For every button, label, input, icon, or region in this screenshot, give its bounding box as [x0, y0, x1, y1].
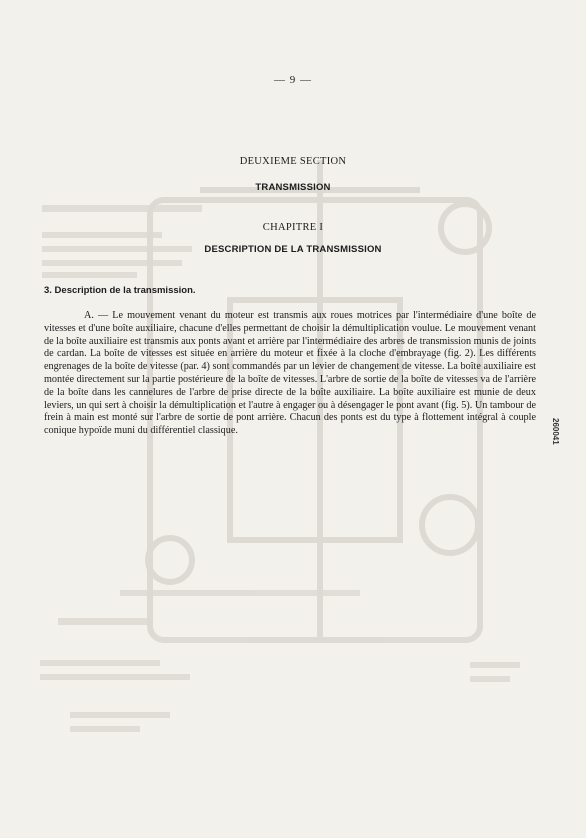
side-code: 260041: [551, 418, 560, 445]
chapter-label: CHAPITRE I: [262, 222, 324, 233]
section-subtitle: TRANSMISSION: [255, 182, 331, 193]
body-paragraph: A. — Le mouvement venant du moteur est transmis aux roues motrices par l'intermédiaire d'une boîte de vitesses et d'une boîte auxiliaire, chacune d'elles permettant de choisir la démultiplication voulue. Le mouvement venant de la boîte auxiliaire est transmis aux ponts avant et arrière par l'intermédiaire des arbres de transmission munis de joints de cardan. La boîte de vitesses est située en arrière du moteur et fixée à la cloche d'embrayage (fig. 2). Les différents engrenages de la boîte de vitesse (par. 4) sont commandés par un levier de changement de vitesse. La boîte auxiliaire est montée directement sur la partie postérieure de la boîte de vitesses. L'arbre de sortie de la boîte de vitesses va de l'arrière de la boîte dans les cannelures de l'arbre de prise directe de la boîte auxiliaire. La boîte auxiliaire est munie de deux leviers, un qui sert à choisir la démultiplication et l'autre à engager ou à désengager le pont avant (fig. 5). Un tambour de frein à main est monté sur l'arbre de sortie de pont arrière. Chacun des ponts est du type à flottement intégral à couple conique hypoïde muni du différentiel classique.: [44, 310, 536, 437]
subsection-heading: 3. Description de la transmission.: [44, 285, 196, 296]
page-number: — 9 —: [274, 74, 312, 86]
chapter-title: DESCRIPTION DE LA TRANSMISSION: [204, 244, 382, 255]
section-title: DEUXIEME SECTION: [239, 156, 347, 167]
